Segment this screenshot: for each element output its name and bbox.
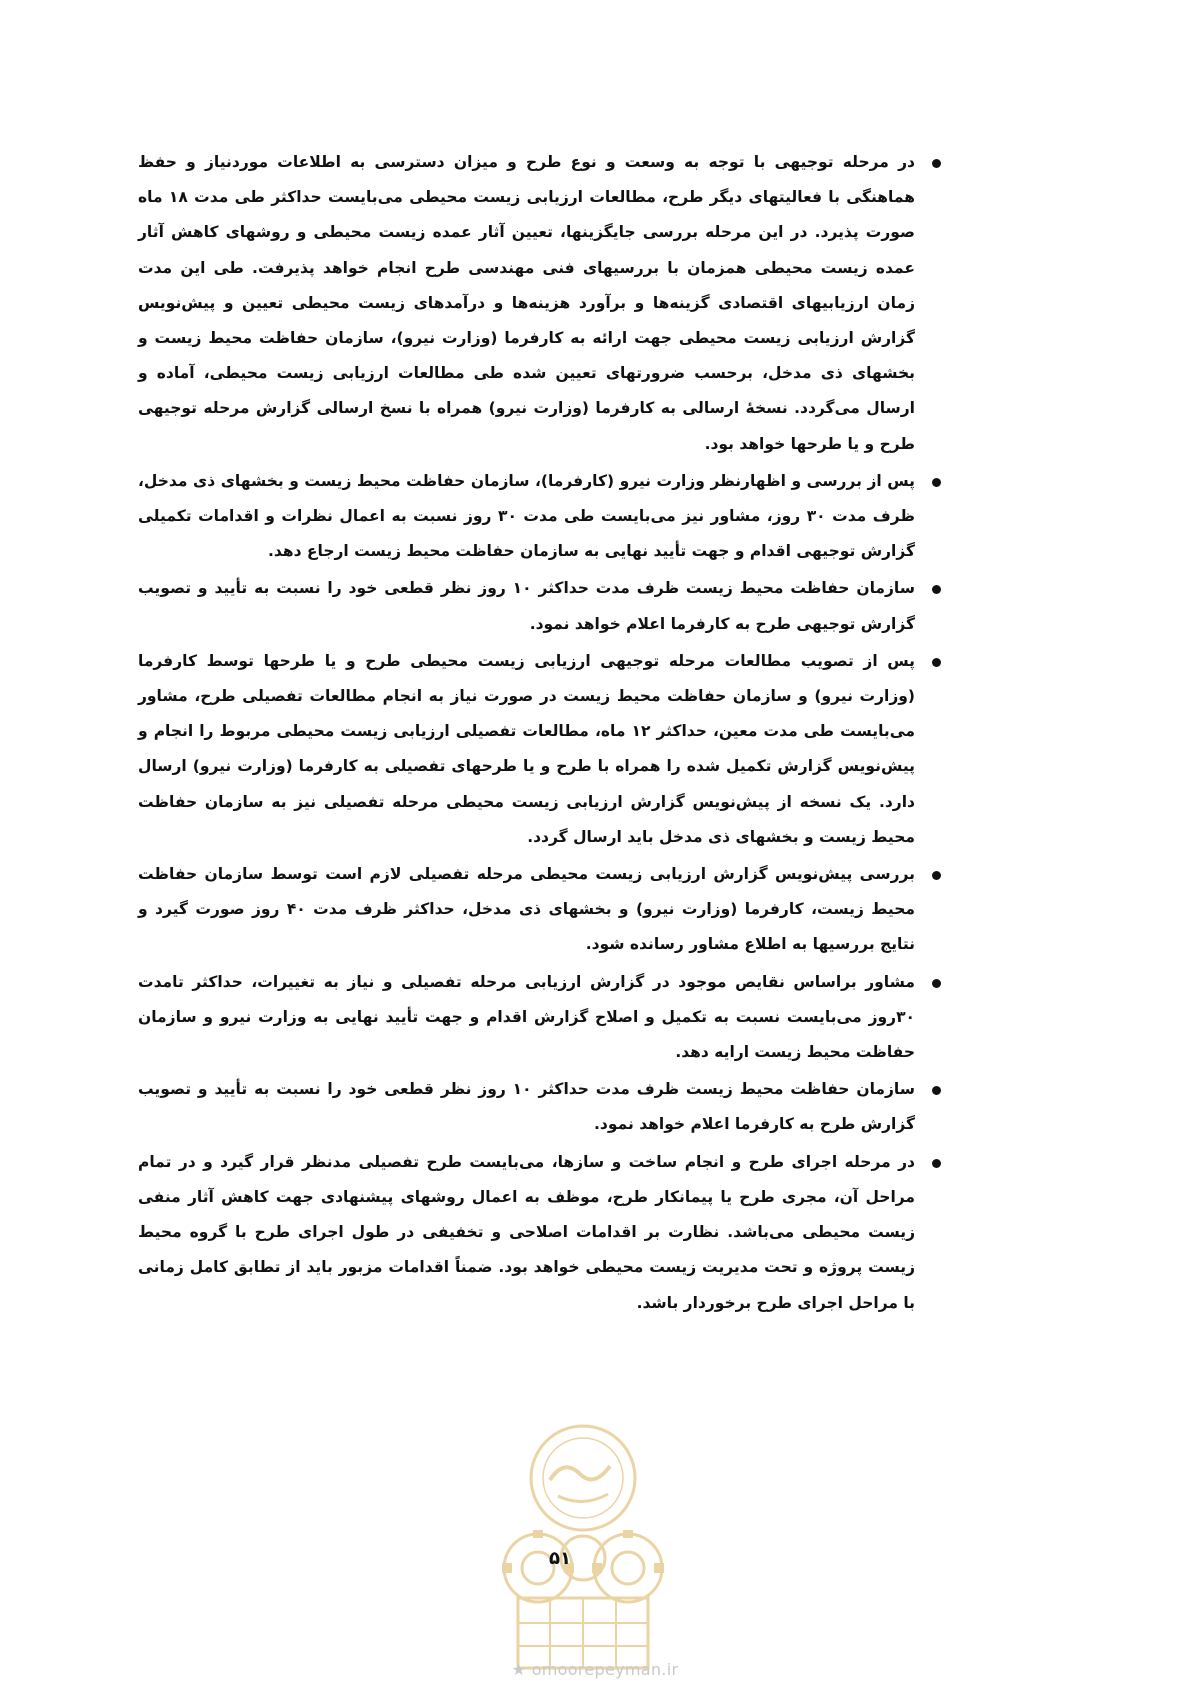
list-item: [138, 965, 943, 1071]
list-item: [138, 1072, 943, 1142]
list-item: [138, 571, 943, 641]
bullet-text: مشاور براساس نقایص موجود در گزارش ارزیابی مرحله تفصیلی و نیاز به تغییرات، حداکثر تامدت ۳۰روز می‌بایست نسبت به تکمیل و اصلاح گزارش اقدام و جهت تأیید نهایی به وزارت نیرو و سازمان حفاظت محیط زیست ارایه دهد.: [138, 972, 915, 1062]
bullet-list: [138, 145, 943, 1321]
bullet-icon: [932, 1159, 941, 1168]
watermark-site: omoorepeyman.ir: [531, 1660, 679, 1679]
bullet-text: بررسی پیش‌نویس گزارش ارزیابی زیست محیطی مرحله تفصیلی لازم است توسط سازمان حفاظت محیط زیست، کارفرما (وزارت نیرو) و بخشهای ذی مدخل، حداکثر ظرف مدت ۴۰ روز صورت گیرد و نتایج بررسیها به اطلاع مشاور رسانده شود.: [138, 865, 915, 954]
bullet-text: در مرحله اجرای طرح و انجام ساخت و سازها، می‌بایست طرح تفصیلی مدنظر قرار گیرد و در تمام مراحل آن، مجری طرح یا پیمانکار طرح، موظف به اعمال روشهای پیشنهادی جهت کاهش آثار منفی زیست محیطی می‌باشد. نظارت بر اقدامات اصلاحی و تخفیفی در طول اجرای طرح با گروه محیط زیست پروژه و تحت مدیریت زیست محیطی خواهد بود. ضمناً اقدامات مزبور باید از تطابق کامل زمانی با مراحل اجرای طرح برخوردار باشد.: [138, 1152, 915, 1312]
bullet-icon: [932, 658, 941, 667]
list-item: [138, 464, 943, 570]
bullet-icon: [932, 585, 941, 594]
bullet-icon: [932, 478, 941, 487]
list-item: [138, 644, 943, 855]
bullet-icon: [932, 1086, 941, 1095]
bullet-icon: [932, 871, 941, 880]
list-item: [138, 857, 943, 963]
bullet-text: پس از بررسی و اظهارنظر وزارت نیرو (کارفرما)، سازمان حفاظت محیط زیست و بخشهای ذی مدخل، ظرف مدت ۳۰ روز، مشاور نیز می‌بایست طی مدت ۳۰ روز نسبت به اعمال نظرات و اقدامات تکمیلی گزارش توجیهی اقدام و جهت تأیید نهایی به سازمان حفاظت محیط زیست ارجاع دهد.: [138, 471, 915, 561]
page-body: [138, 145, 943, 1323]
bullet-text: سازمان حفاظت محیط زیست ظرف مدت حداکثر ۱۰ روز نظر قطعی خود را نسبت به تأیید و تصویب گزارش توجیهی طرح به کارفرما اعلام خواهد نمود.: [138, 579, 915, 633]
list-item: [138, 145, 943, 462]
bullet-icon: [932, 979, 941, 988]
bullet-icon: [932, 159, 941, 168]
bullet-text: سازمان حفاظت محیط زیست ظرف مدت حداکثر ۱۰ روز نظر قطعی خود را نسبت به تأیید و تصویب گزارش طرح به کارفرما اعلام خواهد نمود.: [138, 1080, 915, 1134]
list-item: [138, 1145, 943, 1321]
page-number: ۵۱: [549, 1548, 571, 1569]
watermark-logo-icon: [478, 1418, 688, 1678]
watermark-site-text: ★ omoorepeyman.ir: [511, 1660, 679, 1679]
bullet-text: پس از تصویب مطالعات مرحله توجیهی ارزیابی زیست محیطی طرح و یا طرحها توسط کارفرما (وزارت نیرو) و سازمان حفاظت محیط زیست در صورت نیاز به انجام مطالعات تفصیلی طرح، مشاور می‌بایست طی مدت معین، حداکثر ۱۲ ماه، مطالعات تفصیلی ارزیابی زیست محیطی مربوط را انجام و پیش‌نویس گزارش تکمیل شده را همراه با طرح و یا طرحهای تفصیلی به کارفرما (وزارت نیرو) ارسال دارد. یک نسخه از پیش‌نویس گزارش ارزیابی زیست محیطی مرحله تفصیلی نیز به سازمان حفاظت محیط زیست و بخشهای ذی مدخل باید ارسال گردد.: [138, 651, 915, 846]
bullet-text: در مرحله توجیهی با توجه به وسعت و نوع طرح و میزان دسترسی به اطلاعات موردنیاز و حفظ هماهنگی با فعالیتهای دیگر طرح، مطالعات ارزیابی زیست محیطی می‌بایست حداکثر طی مدت ۱۸ ماه صورت پذیرد. در این مرحله بررسی جایگزینها، تعیین آثار عمده زیست محیطی و روشهای کاهش آثار عمده زیست محیطی همزمان با بررسیهای فنی مهندسی طرح انجام خواهد پذیرفت. طی این مدت زمان ارزیابیهای اقتصادی گزینه‌ها و برآورد هزینه‌ها و درآمدهای زیست محیطی تعیین و پیش‌نویس گزارش ارزیابی زیست محیطی جهت ارائه به کارفرما (وزارت نیرو)، سازمان حفاظت محیط زیست و بخشهای ذی مدخل، برحسب ضرورتهای تعیین شده طی مطالعات ارزیابی زیست محیطی، آماده و ارسال می‌گردد. نسخهٔ ارسالی به کارفرما (وزارت نیرو) همراه با نسخ ارسالی گزارش مرحله توجیهی طرح و یا طرحها خواهد بود.: [138, 153, 916, 453]
